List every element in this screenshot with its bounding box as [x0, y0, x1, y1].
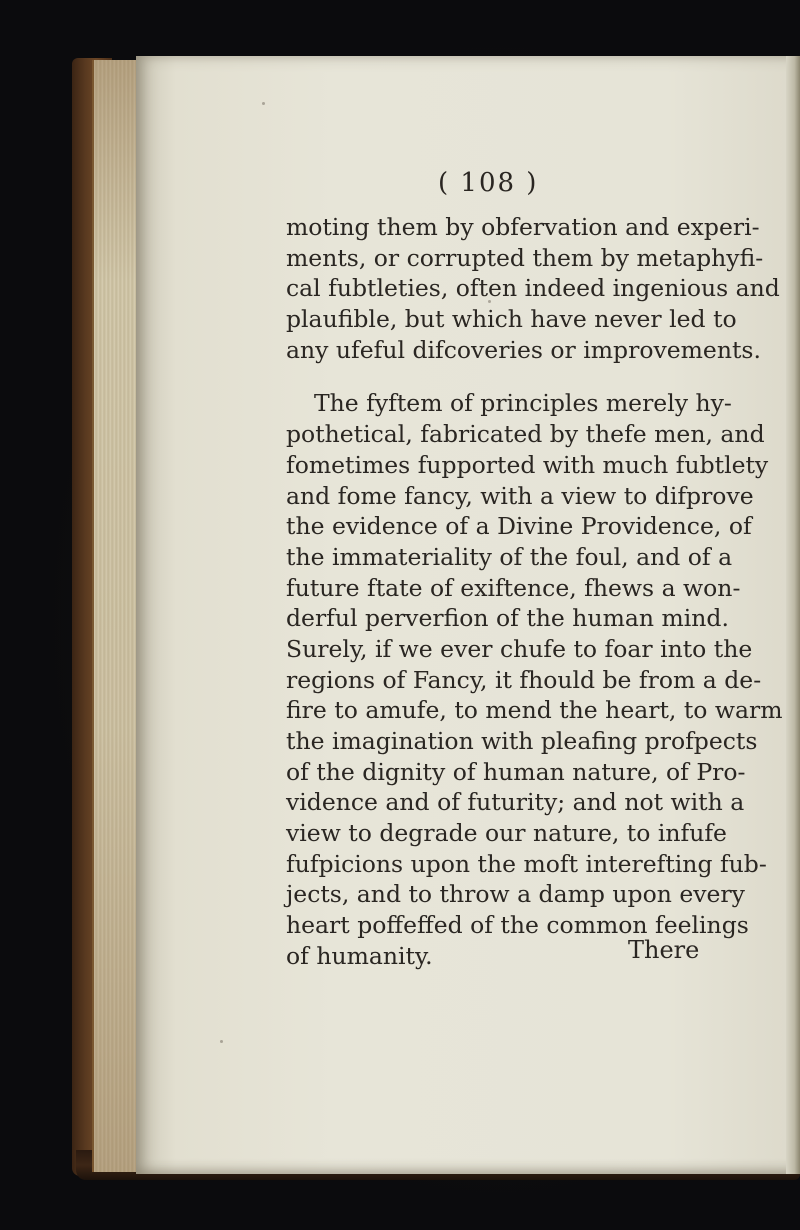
text-line: of humanity. — [286, 941, 433, 970]
text-line: fometimes fupported with much fubtlety — [286, 450, 769, 479]
text-line: heart poffeffed of the common feelings — [286, 911, 749, 940]
text-line: cal fubtleties, often indeed ingenious and — [286, 274, 780, 303]
text-line: fufpicions upon the moft interefting fub- — [286, 849, 767, 878]
text-line: regions of Fancy, it fhould be from a de- — [286, 665, 762, 694]
text-line: ments, or corrupted them by metaphyfi- — [286, 243, 764, 272]
text-line: The fyftem of principles merely hy- — [314, 389, 732, 418]
paragraph-2 — [286, 388, 783, 971]
text-line: Surely, if we ever chufe to foar into the — [286, 634, 753, 663]
text-line: and fome fancy, with a view to difprove — [286, 481, 754, 510]
text-line: vidence and of futurity; and not with a — [286, 788, 745, 817]
text-line: fire to amufe, to mend the heart, to warm — [286, 696, 783, 725]
text-line: the immateriality of the foul, and of a — [286, 542, 733, 571]
text-line: derful perverfion of the human mind. — [286, 604, 729, 633]
paragraph-1 — [286, 212, 780, 365]
page-right-edge — [786, 56, 800, 1174]
text-line: view to degrade our nature, to infufe — [286, 819, 727, 848]
text-line: of the dignity of human nature, of Pro- — [286, 757, 746, 786]
text-line: moting them by obfervation and experi- — [286, 213, 760, 241]
text-line: any ufeful difcoveries or improvements. — [286, 335, 761, 364]
paragraph-gap — [286, 365, 716, 388]
text-line: plaufible, but which have never led to — [286, 305, 737, 334]
text-line: the imagination with pleafing profpects — [286, 727, 758, 755]
text-line: pothetical, fabricated by thefe men, and — [286, 420, 765, 449]
text-line: the evidence of a Divine Providence, of — [286, 512, 752, 541]
text-line: jects, and to throw a damp upon every — [286, 880, 745, 909]
paper-speck — [220, 1040, 223, 1043]
body-text — [286, 212, 783, 972]
page-number: ( 108 ) — [438, 168, 539, 198]
catchword: There — [628, 936, 700, 964]
text-line: future ftate of exiftence, fhews a won- — [286, 573, 741, 602]
paper-speck — [262, 102, 265, 105]
page-stack-stain — [92, 60, 140, 1172]
